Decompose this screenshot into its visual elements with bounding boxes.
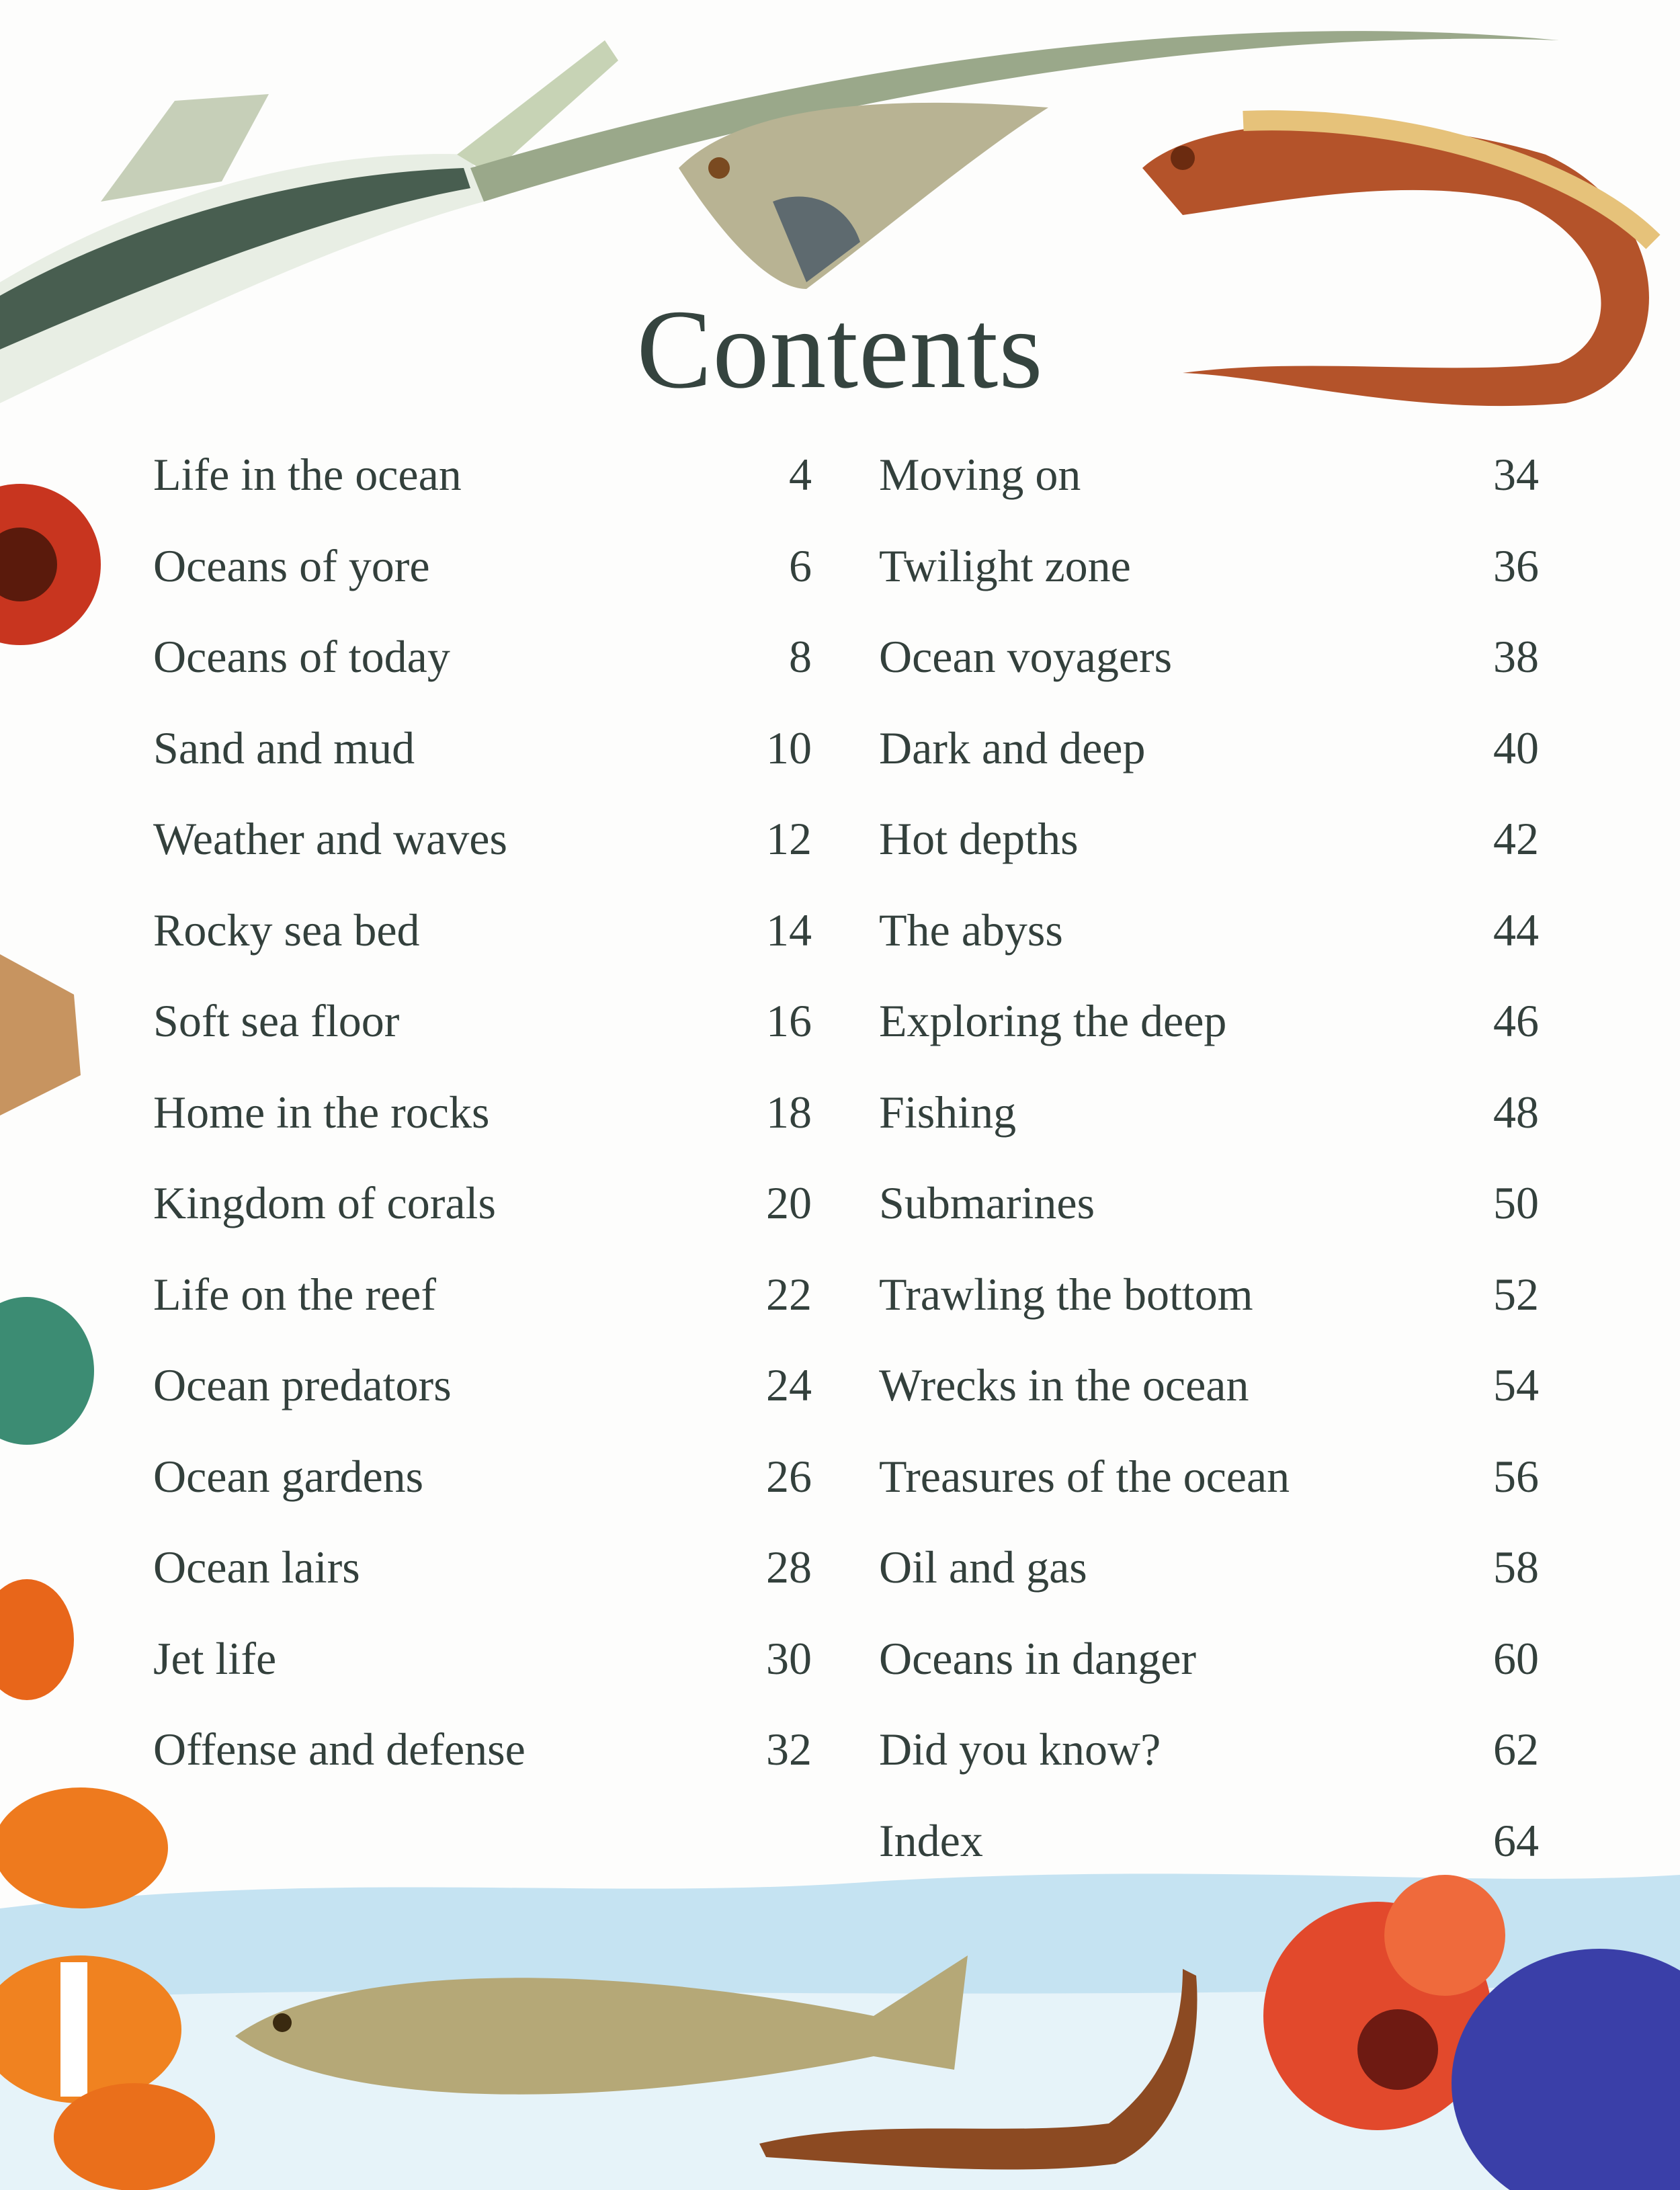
toc-entry[interactable] [153, 528, 812, 620]
toc-entry[interactable] [879, 619, 1539, 710]
parrotfish-illustration [0, 1297, 94, 1445]
entry-page: 18 [766, 1086, 812, 1138]
entry-page: 10 [766, 722, 812, 773]
entry-page: 28 [766, 1542, 812, 1593]
clownfish-illustration [0, 1579, 74, 1700]
entry-title: Twilight zone [879, 540, 1131, 591]
toc-entry[interactable] [153, 1529, 812, 1621]
entry-title: Kingdom of corals [153, 1177, 496, 1228]
entry-page: 64 [1493, 1814, 1539, 1866]
toc-entry[interactable] [153, 619, 812, 710]
entry-title: Rocky sea bed [153, 904, 420, 956]
entry-page: 12 [766, 813, 812, 864]
toc-entry[interactable] [879, 710, 1539, 802]
entry-title: Hot depths [879, 813, 1079, 864]
entry-title: Moving on [879, 449, 1081, 500]
toc-entry[interactable] [153, 1347, 812, 1439]
toc-entry[interactable] [879, 437, 1539, 528]
entry-page: 6 [789, 540, 812, 591]
entry-title: Life on the reef [153, 1268, 436, 1320]
entry-title: Ocean predators [153, 1359, 452, 1410]
entry-page: 56 [1493, 1450, 1539, 1502]
entry-page: 24 [766, 1359, 812, 1410]
entry-page: 14 [766, 904, 812, 956]
entry-title: Oceans of today [153, 631, 450, 682]
entry-title: Fishing [879, 1086, 1017, 1138]
entry-title: Soft sea floor [153, 995, 400, 1046]
entry-page: 40 [1493, 722, 1539, 773]
toc-entry[interactable] [879, 1075, 1539, 1166]
entry-title: Weather and waves [153, 813, 507, 864]
entry-page: 4 [789, 449, 812, 500]
entry-title: Home in the rocks [153, 1086, 490, 1138]
toc-entry[interactable] [153, 1257, 812, 1348]
toc-entry[interactable] [153, 1621, 812, 1712]
entry-title: Oceans in danger [879, 1632, 1197, 1684]
entry-page: 58 [1493, 1542, 1539, 1593]
entry-title: Trawling the bottom [879, 1268, 1253, 1320]
toc-entry[interactable] [879, 528, 1539, 620]
toc-entry[interactable] [879, 1803, 1539, 1894]
entry-page: 44 [1493, 904, 1539, 956]
entry-page: 30 [766, 1632, 812, 1684]
toc-entry[interactable] [879, 1439, 1539, 1530]
contents-right-column [879, 437, 1539, 1894]
entry-title: Oil and gas [879, 1542, 1087, 1593]
entry-page: 54 [1493, 1359, 1539, 1410]
entry-title: The abyss [879, 904, 1063, 956]
entry-title: Ocean voyagers [879, 631, 1173, 682]
entry-title: Index [879, 1814, 983, 1866]
toc-entry[interactable] [153, 1712, 812, 1803]
toc-entry[interactable] [153, 1165, 812, 1257]
entry-page: 26 [766, 1450, 812, 1502]
entry-page: 34 [1493, 449, 1539, 500]
entry-page: 62 [1493, 1724, 1539, 1775]
entry-title: Ocean gardens [153, 1450, 424, 1502]
entry-page: 16 [766, 995, 812, 1046]
entry-title: Wrecks in the ocean [879, 1359, 1249, 1410]
toc-entry[interactable] [153, 892, 812, 984]
toc-entry[interactable] [879, 1257, 1539, 1348]
page-title: Contents [636, 287, 1044, 412]
entry-title: Offense and defense [153, 1724, 526, 1775]
toc-entry[interactable] [879, 1347, 1539, 1439]
toc-entry[interactable] [879, 801, 1539, 892]
toc-entry[interactable] [153, 710, 812, 802]
entry-title: Jet life [153, 1632, 277, 1684]
toc-entry[interactable] [153, 801, 812, 892]
entry-title: Treasures of the ocean [879, 1450, 1290, 1502]
toc-entry[interactable] [879, 1712, 1539, 1803]
toc-entry[interactable] [153, 983, 812, 1075]
entry-page: 52 [1493, 1268, 1539, 1320]
toc-entry[interactable] [879, 1621, 1539, 1712]
entry-page: 20 [766, 1177, 812, 1228]
entry-page: 46 [1493, 995, 1539, 1046]
toc-entry[interactable] [153, 1439, 812, 1530]
shrimp-illustration [0, 954, 81, 1115]
entry-title: Dark and deep [879, 722, 1146, 773]
entry-page: 50 [1493, 1177, 1539, 1228]
entry-page: 32 [766, 1724, 812, 1775]
toc-entry[interactable] [879, 983, 1539, 1075]
entry-title: Ocean lairs [153, 1542, 360, 1593]
entry-page: 60 [1493, 1632, 1539, 1684]
toc-entry[interactable] [153, 1075, 812, 1166]
entry-title: Exploring the deep [879, 995, 1227, 1046]
entry-page: 42 [1493, 813, 1539, 864]
entry-page: 22 [766, 1268, 812, 1320]
toc-entry[interactable] [879, 1165, 1539, 1257]
toc-entry[interactable] [153, 437, 812, 528]
entry-page: 48 [1493, 1086, 1539, 1138]
contents-left-column [153, 437, 812, 1803]
entry-title: Life in the ocean [153, 449, 462, 500]
toc-entry[interactable] [879, 1529, 1539, 1621]
toc-entry[interactable] [879, 892, 1539, 984]
entry-page: 36 [1493, 540, 1539, 591]
entry-title: Oceans of yore [153, 540, 430, 591]
entry-page: 38 [1493, 631, 1539, 682]
entry-title: Did you know? [879, 1724, 1161, 1775]
entry-title: Sand and mud [153, 722, 415, 773]
entry-page: 8 [789, 631, 812, 682]
entry-title: Submarines [879, 1177, 1095, 1228]
